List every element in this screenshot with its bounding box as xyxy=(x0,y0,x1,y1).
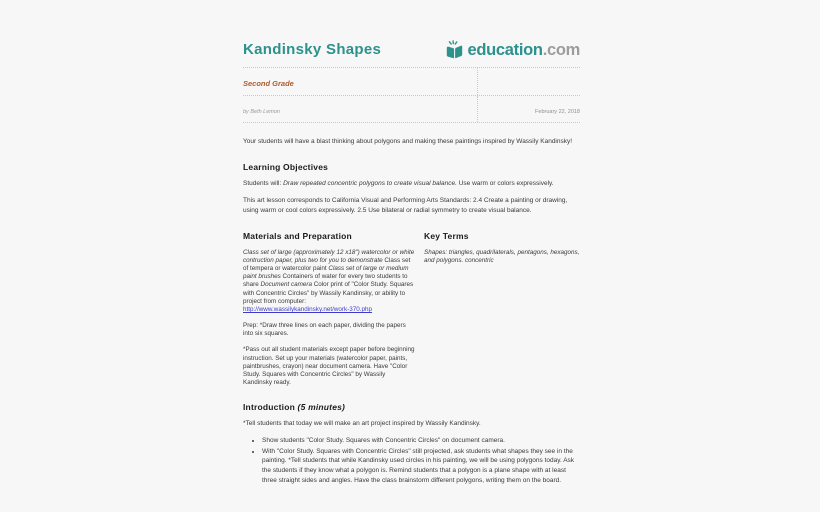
materials-seg6: Color print of "Color Study. Squares with Concentric Circles" by Wassily Kandinsky, or ability to project from computer: xyxy=(243,281,414,305)
byline-cell xyxy=(243,96,477,122)
document-header xyxy=(243,38,580,123)
intro-blurb: Your students will have a blast thinking about polygons and making these paintings inspired by Wassily Kandinsky! xyxy=(243,138,573,145)
education-com-logo[interactable] xyxy=(444,39,580,61)
materials-seg3: Class set of large or medium paint brushes xyxy=(243,264,409,281)
grade-row-spacer xyxy=(477,68,580,95)
prep-paragraph-1: Prep: *Draw three lines on each paper, dividing the papers into six squares. xyxy=(243,322,406,338)
list-item: • Show students "Color Study. Squares with Concentric Circles" on document camera. xyxy=(262,436,580,446)
open-book-icon xyxy=(444,39,467,61)
introduction-duration: (5 minutes) xyxy=(294,402,346,413)
page-title: Kandinsky Shapes xyxy=(243,41,382,58)
learning-objectives-heading: Learning Objectives xyxy=(243,162,329,173)
materials-seg5: Document camera xyxy=(260,281,312,289)
introduction-heading-label: Introduction xyxy=(243,402,295,413)
materials-list xyxy=(243,249,415,314)
kandinsky-link[interactable]: http://www.wassilykandinsky.net/work-370.php xyxy=(243,305,373,313)
introduction-bullet-list xyxy=(262,436,580,486)
document xyxy=(243,38,580,487)
objectives-lead-suffix: Use warm or colors expressively. xyxy=(456,180,554,188)
keyterms-column xyxy=(424,231,580,388)
list-item: • With "Color Study. Squares with Concentric Circles" still projected, ask students what shapes they see in the painting. *Tell students that while Kandinsky used circles in his painting, we will be using polygons today. Ask the students if they know what a polygon is. Remind students that a polygon is a plane shape with at least three straight sides and angles. Have the class brainstorm different polygons, writing them on the board. xyxy=(262,447,580,486)
grade-cell xyxy=(243,68,477,95)
objectives-lead-italic: Draw repeated concentric polygons to create visual balance. xyxy=(283,180,457,188)
date-cell xyxy=(477,96,580,122)
grade-row xyxy=(243,68,580,96)
introduction-heading xyxy=(243,402,580,412)
logo-tld: .com xyxy=(542,40,580,59)
standards-paragraph: This art lesson corresponds to California Visual and Performing Arts Standards: 2.4 Create a painting or drawing, using warm or cool colors expressively. 2.5 Use bilateral or radial symmetry to create visual balance. xyxy=(243,197,568,214)
logo-wordmark: education xyxy=(467,40,543,59)
materials-heading: Materials and Preparation xyxy=(243,230,352,241)
objectives-lead-prefix: Students will: xyxy=(243,180,284,188)
prep-paragraph-2: *Pass out all student materials except paper before beginning instruction. Set up your materials (watercolor paper, paints, paintbrushes, crayon) near document camera. Have "Color Study. Squares with Concentric Circles" by Wassily Kandinsky ready. xyxy=(243,346,415,387)
materials-column xyxy=(243,231,415,388)
introduction-paragraph: *Tell students that today we will make an art project inspired by Wassily Kandinsky. xyxy=(243,420,481,428)
keyterms-heading: Key Terms xyxy=(424,230,469,241)
byline-row xyxy=(243,96,580,123)
materials-seg2: Class set of tempera or watercolor paint xyxy=(243,256,411,272)
objectives-lead xyxy=(243,179,580,189)
keyterms-text: Shapes: triangles, quadrilaterals, pentagons, hexagons, and polygons. concentric xyxy=(424,248,580,264)
materials-keyterms-section xyxy=(243,231,580,388)
materials-seg1: Class set of large (approximately 12 x18") watercolor or white contruction paper, plus two for you to demonstrate xyxy=(243,248,415,264)
publish-date: February 22, 2018 xyxy=(535,109,580,115)
materials-seg4: Containers of water for every two students to share xyxy=(243,273,408,289)
author-byline: by Beth Lemon xyxy=(243,109,280,115)
grade-label: Second Grade xyxy=(243,79,294,88)
